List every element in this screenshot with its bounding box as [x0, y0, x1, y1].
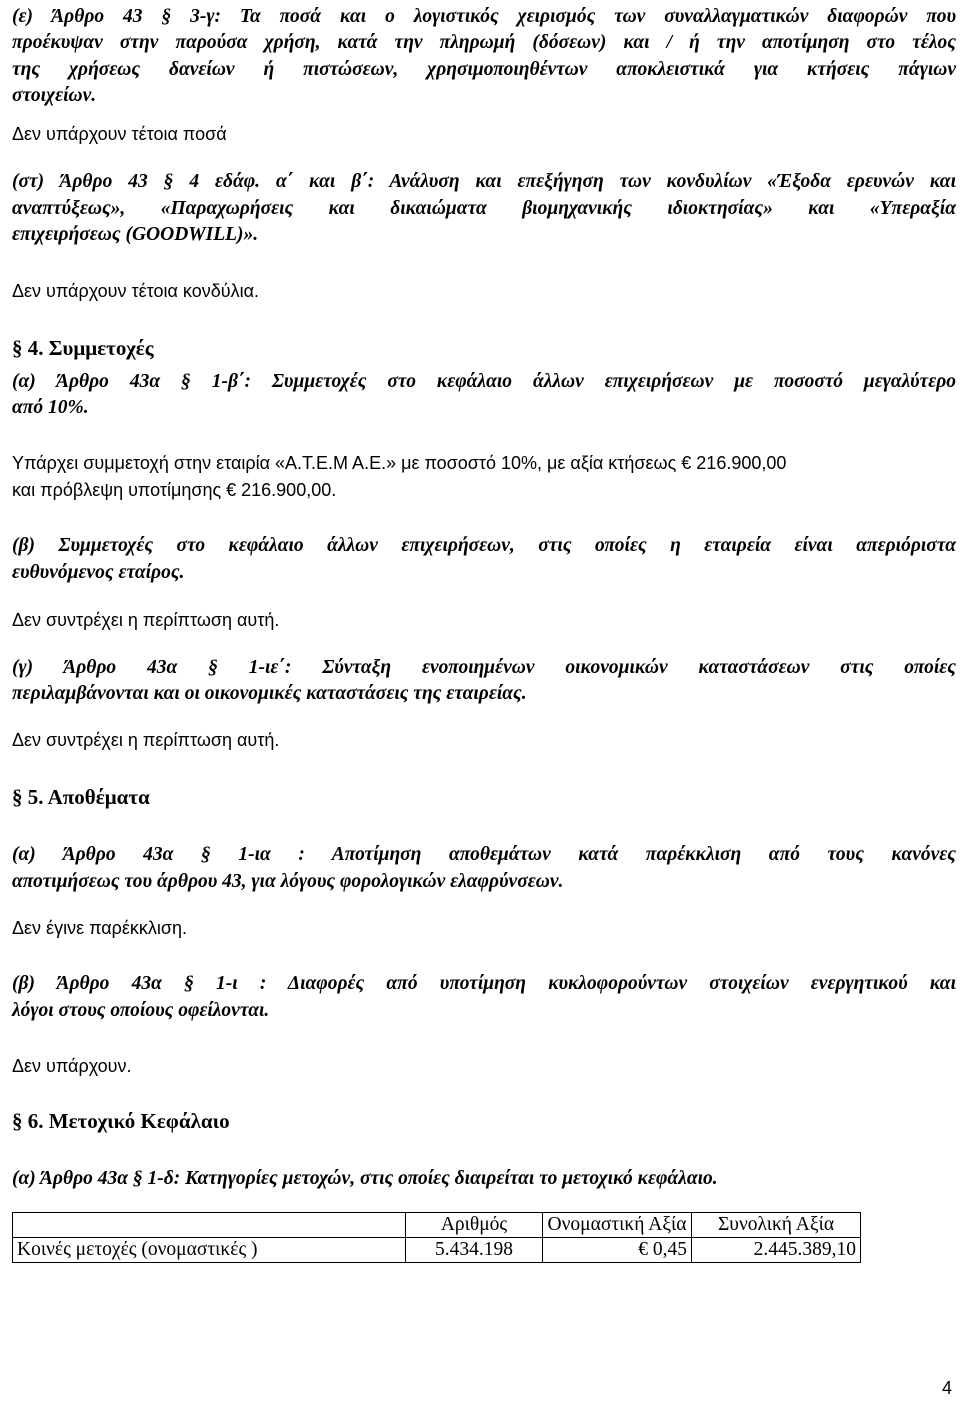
table-header-cell: Ονομαστική Αξία — [543, 1213, 692, 1238]
section-4-c-answer: Δεν συντρέχει η περίπτωση αυτή. — [12, 730, 280, 750]
section-4-b-answer: Δεν συντρέχει η περίπτωση αυτή. — [12, 610, 280, 630]
section-4-a-line-1: (α) Άρθρο 43α § 1-β΄: Συμμετοχές στο κεφάλαιο άλλων επιχειρήσεων με ποσοστό μεγαλύτερο — [12, 371, 956, 392]
section-4-heading: § 4. Συμμετοχές — [12, 336, 154, 360]
table-cell: 2.445.389,10 — [692, 1238, 861, 1263]
section-4-a-answer-1: Υπάρχει συμμετοχή στην εταιρία «Α.Τ.Ε.Μ Α.Ε.» με ποσοστό 10%, με αξία κτήσεως € 216.900,00 — [12, 453, 787, 473]
table-header-cell: Συνολική Αξία — [692, 1213, 861, 1238]
article-e-line-2: προέκυψαν στην παρούσα χρήση, κατά την πληρωμή (δόσεων) και / ή την αποτίμηση στο τέλος — [12, 32, 956, 53]
section-6-a-line: (α) Άρθρο 43α § 1-δ: Κατηγορίες μετοχών, στις οποίες διαιρείται το μετοχικό κεφάλαιο. — [12, 1168, 718, 1189]
table-header-cell: Αριθμός — [406, 1213, 543, 1238]
article-st-line-2: αναπτύξεως», «Παραχωρήσεις και δικαιώματα βιομηχανικής ιδιοκτησίας» και «Υπεραξία — [12, 198, 956, 219]
section-5-b-line-2: λόγοι στους οποίους οφείλονται. — [12, 1000, 270, 1021]
share-capital-table — [12, 1212, 861, 1263]
article-st-answer: Δεν υπάρχουν τέτοια κονδύλια. — [12, 281, 259, 301]
article-st-line-1: (στ) Άρθρο 43 § 4 εδάφ. α΄ και β΄: Ανάλυση και επεξήγηση των κονδυλίων «Έξοδα ερευνών και — [12, 171, 956, 192]
section-5-b-answer: Δεν υπάρχουν. — [12, 1056, 132, 1076]
article-e-line-4: στοιχείων. — [12, 85, 97, 106]
section-4-b-line-2: ευθυνόμενος εταίρος. — [12, 562, 185, 583]
table-cell: € 0,45 — [543, 1238, 692, 1263]
article-st-line-3: επιχειρήσεως (GOODWILL)». — [12, 224, 259, 245]
section-4-c-line-1: (γ) Άρθρο 43α § 1-ιε΄: Σύνταξη ενοποιημένων οικονομικών καταστάσεων στις οποίες — [12, 657, 956, 678]
article-e-line-1: (ε) Άρθρο 43 § 3-γ: Τα ποσά και ο λογιστικός χειρισμός των συναλλαγματικών διαφορών που — [12, 6, 956, 27]
section-4-b-line-1: (β) Συμμετοχές στο κεφάλαιο άλλων επιχειρήσεων, στις οποίες η εταιρεία είναι απεριόριστα — [12, 535, 956, 556]
article-e-answer: Δεν υπάρχουν τέτοια ποσά — [12, 124, 227, 144]
table-cell: 5.434.198 — [406, 1238, 543, 1263]
section-5-heading: § 5. Αποθέματα — [12, 785, 150, 809]
section-6-heading: § 6. Μετοχικό Κεφάλαιο — [12, 1109, 230, 1133]
section-5-a-answer: Δεν έγινε παρέκκλιση. — [12, 918, 188, 938]
section-5-a-line-1: (α) Άρθρο 43α § 1-ια : Αποτίμηση αποθεμάτων κατά παρέκκλιση από τους κανόνες — [12, 844, 956, 865]
section-4-a-answer-2: και πρόβλεψη υποτίμησης € 216.900,00. — [12, 480, 337, 500]
table-header-row — [13, 1213, 861, 1238]
section-4-c-line-2: περιλαμβάνονται και οι οικονομικές καταστάσεις της εταιρείας. — [12, 683, 527, 704]
page-number: 4 — [941, 1378, 952, 1398]
section-4-a-line-2: από 10%. — [12, 397, 89, 418]
section-5-a-line-2: αποτιμήσεως του άρθρου 43, για λόγους φορολογικών ελαφρύνσεων. — [12, 871, 564, 892]
table-row — [13, 1238, 861, 1263]
table-header-cell — [13, 1213, 406, 1238]
section-5-b-line-1: (β) Άρθρο 43α § 1-ι : Διαφορές από υποτίμηση κυκλοφορούντων στοιχείων ενεργητικού και — [12, 973, 956, 994]
table-cell: Κοινές μετοχές (ονομαστικές ) — [13, 1238, 406, 1263]
article-e-line-3: της χρήσεως δανείων ή πιστώσεων, χρησιμοποιηθέντων αποκλειστικά για κτήσεις πάγιων — [12, 59, 956, 80]
